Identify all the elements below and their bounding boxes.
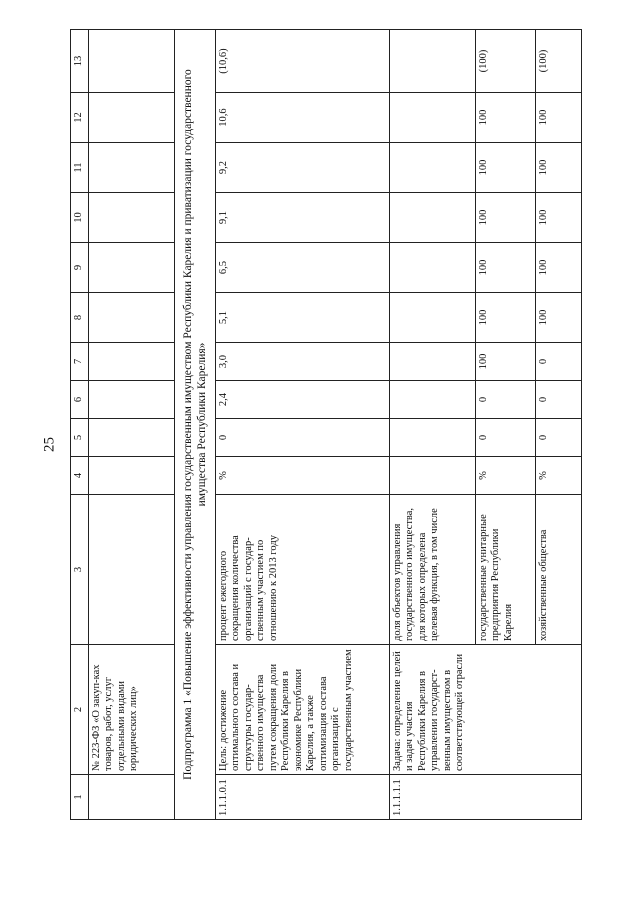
value-cell: 9,2 xyxy=(215,143,389,193)
value-cell: 100 xyxy=(475,293,535,343)
col-number: 13 xyxy=(71,30,89,93)
col-number: 3 xyxy=(71,495,89,645)
value-cell: 2,4 xyxy=(215,381,389,419)
col-number: 1 xyxy=(71,775,89,820)
col-number: 11 xyxy=(71,143,89,193)
subprogram-row xyxy=(174,30,215,820)
value-cell: 100 xyxy=(475,193,535,243)
value-cell: 100 xyxy=(535,243,581,293)
value-cell: 0 xyxy=(475,381,535,419)
indicator-text: доля объектов управления государственного имущества, для которых определена целевая функция, в том числе xyxy=(389,495,475,645)
value-cell: 10,6 xyxy=(215,93,389,143)
value-cell: (100) xyxy=(475,30,535,93)
value-cell: 9,1 xyxy=(215,193,389,243)
subprogram-title: Подпрограмма 1 «Повышение эффективности управления государственным имуществом Республики Карелия и приватизации государственного имущества Республики Карелия» xyxy=(174,30,215,820)
goal-text: Цель: достижение оптимального состава и структуры государ-ственного имущества путем сокращения доли Республики Карелия в экономике Республики Карелия, а также оптимизация состава организаций с государственным участием xyxy=(215,645,389,775)
col-number: 9 xyxy=(71,243,89,293)
law-reference-cell: № 223-ФЗ «О закуп-ках товаров, работ, услуг отдельными видами юридических лиц» xyxy=(88,645,174,775)
value-cell: 3,0 xyxy=(215,343,389,381)
page-number: 25 xyxy=(41,437,58,452)
task-text: Задача: определение целей и задач участия Республики Карелия в управлении государст-венным имуществом в соответствующей отрасли xyxy=(389,645,581,775)
value-cell: 100 xyxy=(475,343,535,381)
value-cell: 0 xyxy=(215,419,389,457)
table-row xyxy=(88,30,174,820)
value-cell: 0 xyxy=(535,381,581,419)
column-number-row xyxy=(71,30,89,820)
col-number: 8 xyxy=(71,293,89,343)
unit-cell: % xyxy=(475,457,535,495)
value-cell: 100 xyxy=(475,93,535,143)
value-cell: 100 xyxy=(535,193,581,243)
value-cell: 0 xyxy=(535,419,581,457)
value-cell: 100 xyxy=(535,143,581,193)
col-number: 5 xyxy=(71,419,89,457)
value-cell: 100 xyxy=(535,93,581,143)
value-cell: 5,1 xyxy=(215,293,389,343)
table-row xyxy=(215,30,389,820)
value-cell: 6,5 xyxy=(215,243,389,293)
table-row xyxy=(389,30,475,820)
unit-cell: % xyxy=(535,457,581,495)
indicators-table xyxy=(70,29,582,820)
row-number: 1.1.1.1.1 xyxy=(389,775,581,820)
value-cell: 100 xyxy=(475,143,535,193)
value-cell: 100 xyxy=(475,243,535,293)
indicator-text: процент ежегодного сокращения количества организаций с государ-ственным участием по отношению к 2013 году xyxy=(215,495,389,645)
row-number: 1.1.1.0.1 xyxy=(215,775,389,820)
col-number: 6 xyxy=(71,381,89,419)
cell xyxy=(88,775,174,820)
col-number: 12 xyxy=(71,93,89,143)
col-number: 10 xyxy=(71,193,89,243)
value-cell: (10,6) xyxy=(215,30,389,93)
value-cell: 0 xyxy=(475,419,535,457)
value-cell: 100 xyxy=(535,293,581,343)
col-number: 7 xyxy=(71,343,89,381)
indicator-text: хозяйственные общества xyxy=(535,495,581,645)
value-cell: (100) xyxy=(535,30,581,93)
col-number: 4 xyxy=(71,457,89,495)
col-number: 2 xyxy=(71,645,89,775)
rotated-table-container xyxy=(70,30,590,820)
value-cell: 0 xyxy=(535,343,581,381)
indicator-text: государственные унитарные предприятия Республики Карелия xyxy=(475,495,535,645)
unit-cell: % xyxy=(215,457,389,495)
